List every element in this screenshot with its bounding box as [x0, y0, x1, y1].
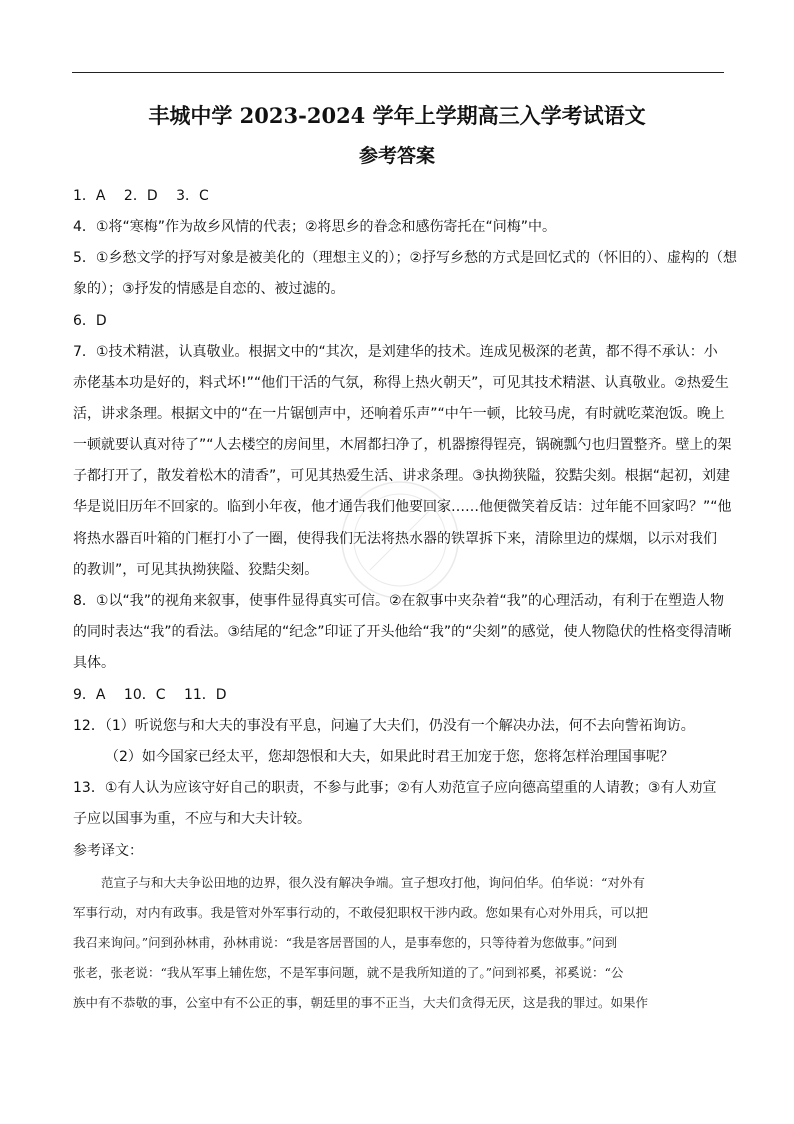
translation-line: 张老，张老说：“我从军事上辅佐您，不是军事问题，就不是我所知道的了。”问到祁奚，祁奚说：“公: [73, 965, 624, 980]
page-subtitle: 参考答案: [358, 145, 435, 167]
answer-line: 12．（1）听说您与和大夫的事没有平息，问遍了大夫们，仍没有一个解决办法，何不去向訾祏询访。: [73, 718, 695, 734]
translation-line: 范宣子与和大夫争讼田地的边界，很久没有解决争端。宣子想攻打他，询问伯华。伯华说：“对外有: [101, 875, 645, 890]
answer-line: 赤佬基本功是好的，料式坏!”“他们干活的气氛，称得上热火朝天”，可见其技术精湛、认真敬业。②热爱生: [73, 375, 729, 391]
answer-line: 一顿就要认真对待了”“人去楼空的房间里，木屑都扫净了，机器擦得锃亮，锅碗瓢勺也归置整齐。壁上的架: [73, 437, 732, 453]
page-title: 丰城中学 2023-2024 学年上学期高三入学考试语文: [148, 103, 646, 128]
answer-line: 6．D: [73, 313, 107, 329]
answer-line: 4．①将“寒梅”作为故乡风情的代表；②将思乡的眷念和感伤寄托在“问梅”中。: [73, 219, 557, 235]
header-rule: [72, 72, 724, 73]
translation-line: 我召来询问。”问到孙林甫，孙林甫说：“我是客居晋国的人，是事奉您的，只等待着为您做事。”问到: [73, 935, 618, 950]
translation-heading: 参考译文：: [73, 843, 143, 859]
answer-line: 8．①以“我”的视角来叙事，使事件显得真实可信。②在叙事中夹杂着“我”的心理活动，有利于在塑造人物: [73, 593, 725, 609]
answer-line: 的同时表达“我”的看法。③结尾的“纪念”印证了开头他给“我”的“尖刻”的感觉，使人物隐伏的性格变得清晰: [73, 624, 732, 640]
answer-line: 华是说旧历年不回家的。临到小年夜，他才通告我们他要回家……他便微笑着反诘：过年能不回家吗？”“他: [73, 499, 732, 515]
answer-line: 的教训”，可见其执拗狭隘、狡黠尖刻。: [73, 562, 319, 578]
answer-line: 将热水器百叶箱的门框打小了一圈，使得我们无法将热水器的铁罩拆下来，清除里边的煤烟，以示对我们: [73, 531, 717, 547]
answer-line: 子都打开了，散发着松木的清香”，可见其热爱生活、讲求条理。③执拗狭隘，狡黠尖刻。根据“起初，刘建: [73, 468, 731, 484]
translation-line: 军事行动，对内有政事。我是管对外军事行动的，不敢侵犯职权干涉内政。您如果有心对外用兵，可以把: [73, 905, 649, 920]
answer-line: （2）如今国家已经太平，您却怨恨和大夫，如果此时君王加宠于您，您将怎样治理国事呢？: [105, 749, 674, 765]
answer-line: 象的）；③抒发的情感是自恋的、被过滤的。: [73, 281, 345, 297]
answer-line: 5．①乡愁文学的抒写对象是被美化的（理想主义的）；②抒写乡愁的方式是回忆式的（怀旧的）、虚构的（想: [73, 250, 738, 266]
answer-line: 子应以国事为重，不应与和大夫计较。: [73, 811, 311, 827]
answer-line: 7．①技术精湛，认真敬业。根据文中的“其次，是刘建华的技术。连成见极深的老黄，都不得不承认：小: [73, 344, 718, 360]
translation-line: 族中有不恭敬的事，公室中有不公正的事，朝廷里的事不正当，大夫们贪得无厌，这是我的罪过。如果作: [73, 995, 649, 1010]
answer-line: 1．A 2．D 3．C: [73, 188, 209, 204]
answer-line: 活，讲求条理。根据文中的“在一片锯刨声中，还响着乐声”“中午一顿，比较马虎，有时就吃菜泡饭。晚上: [73, 406, 725, 422]
answer-line: 13．①有人认为应该守好自己的职责，不参与此事；②有人劝范宣子应向德高望重的人请教；③有人劝宣: [73, 780, 717, 796]
answer-line: 具体。: [73, 655, 115, 671]
answer-line: 9．A 10．C 11．D: [73, 687, 227, 703]
